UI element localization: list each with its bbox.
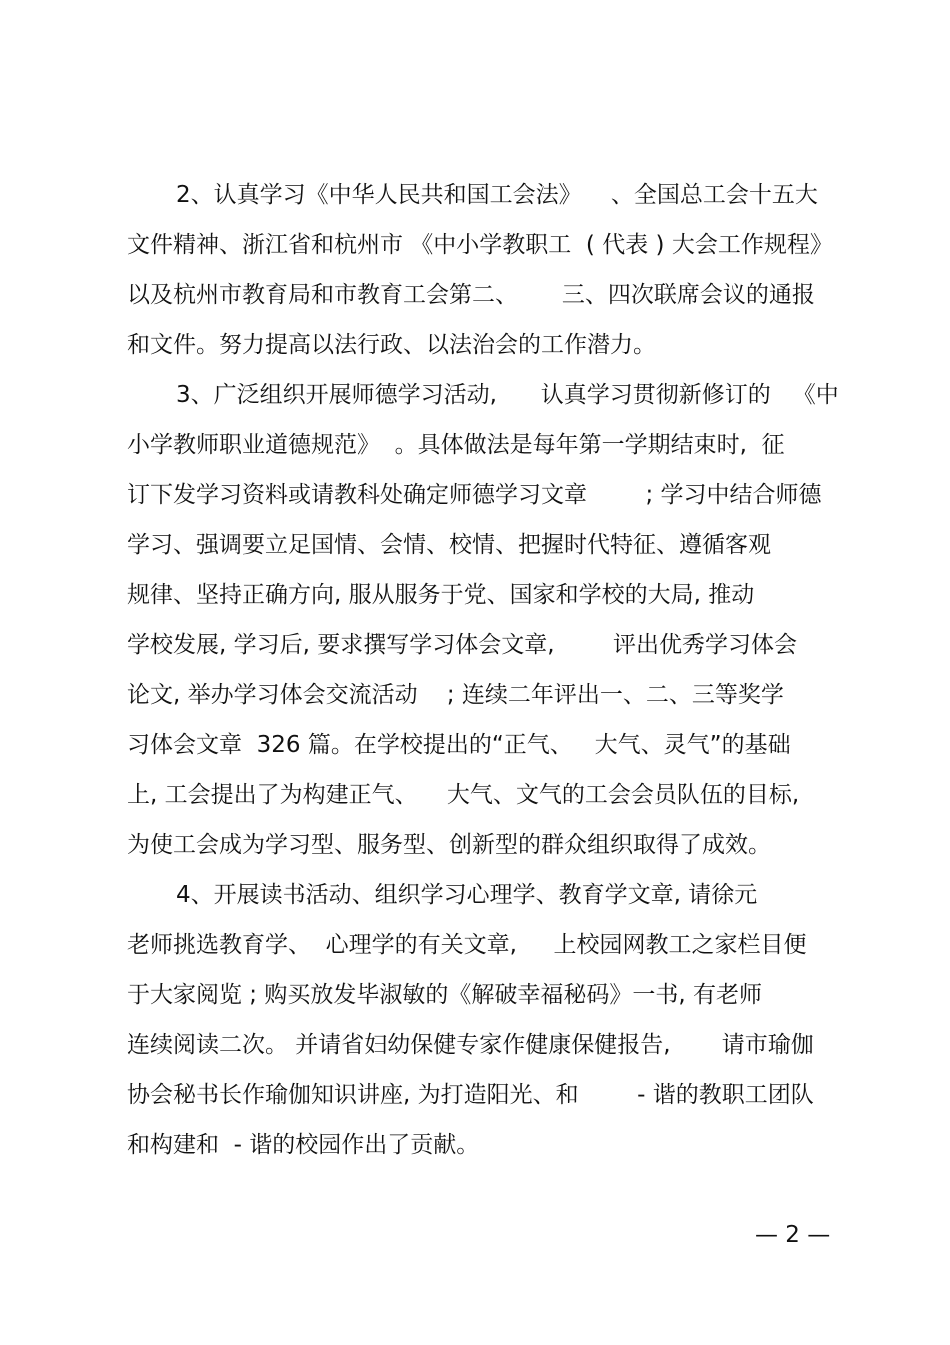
paragraph-2-line-4: 学习、强调要立足国情、会情、校情、把握时代特征、遵循客观	[127, 532, 771, 558]
paragraph-1-line-1: 2、认真学习《中华人民共和国工会法》 、全国总工会十五大	[176, 182, 818, 208]
paragraph-2-line-7: 论文, 举办学习体会交流活动 ; 连续二年评出一、二、三等奖学	[127, 682, 784, 708]
paragraph-1-line-3: 以及杭州市教育局和市教育工会第二、 三、四次联席会议的通报	[127, 282, 815, 308]
paragraph-3-line-1: 4、开展读书活动、组织学习心理学、教育学文章, 请徐元	[176, 882, 758, 908]
paragraph-2-line-6: 学校发展, 学习后, 要求撰写学习体会文章, 评出优秀学习体会	[127, 632, 798, 658]
paragraph-1-line-4: 和文件。努力提高以法行政、以法治会的工作潜力。	[127, 332, 656, 358]
paragraph-2-line-8: 习体会文章 326 篇。在学校提出的“正气、 大气、灵气”的基础	[127, 732, 791, 758]
paragraph-2-line-1: 3、广泛组织开展师德学习活动, 认真学习贯彻新修订的 《中	[176, 382, 839, 408]
paragraph-2-line-2: 小学教师职业道德规范》 。具体做法是每年第一学期结束时, 征	[127, 432, 785, 458]
paragraph-3-line-3: 于大家阅览 ; 购买放发毕淑敏的《解破幸福秘码》一书, 有老师	[127, 982, 762, 1008]
paragraph-2-line-3: 订下发学习资料或请教科处确定师德学习文章 ; 学习中结合师德	[127, 482, 822, 508]
paragraph-3-line-2: 老师挑选教育学、 心理学的有关文章, 上校园网教工之家栏目便	[127, 932, 807, 958]
page-number: — 2 —	[755, 1222, 831, 1248]
paragraph-2-line-10: 为使工会成为学习型、服务型、创新型的群众组织取得了成效。	[127, 832, 771, 858]
paragraph-2-line-9: 上, 工会提出了为构建正气、 大气、文气的工会会员队伍的目标,	[127, 782, 800, 808]
paragraph-2-line-5: 规律、坚持正确方向, 服从服务于党、国家和学校的大局, 推动	[127, 582, 755, 608]
paragraph-1-line-2: 文件精神、浙江省和杭州市 《中小学教职工 ( 代表 ) 大会工作规程》	[127, 232, 833, 258]
paragraph-3-line-4: 连续阅读二次。 并请省妇幼保健专家作健康保健报告, 请市瑜伽	[127, 1032, 814, 1058]
paragraph-3-line-5: 协会秘书长作瑜伽知识讲座, 为打造阳光、和 - 谐的教职工团队	[127, 1082, 814, 1108]
paragraph-3-line-6: 和构建和 - 谐的校园作出了贡献。	[127, 1132, 480, 1158]
